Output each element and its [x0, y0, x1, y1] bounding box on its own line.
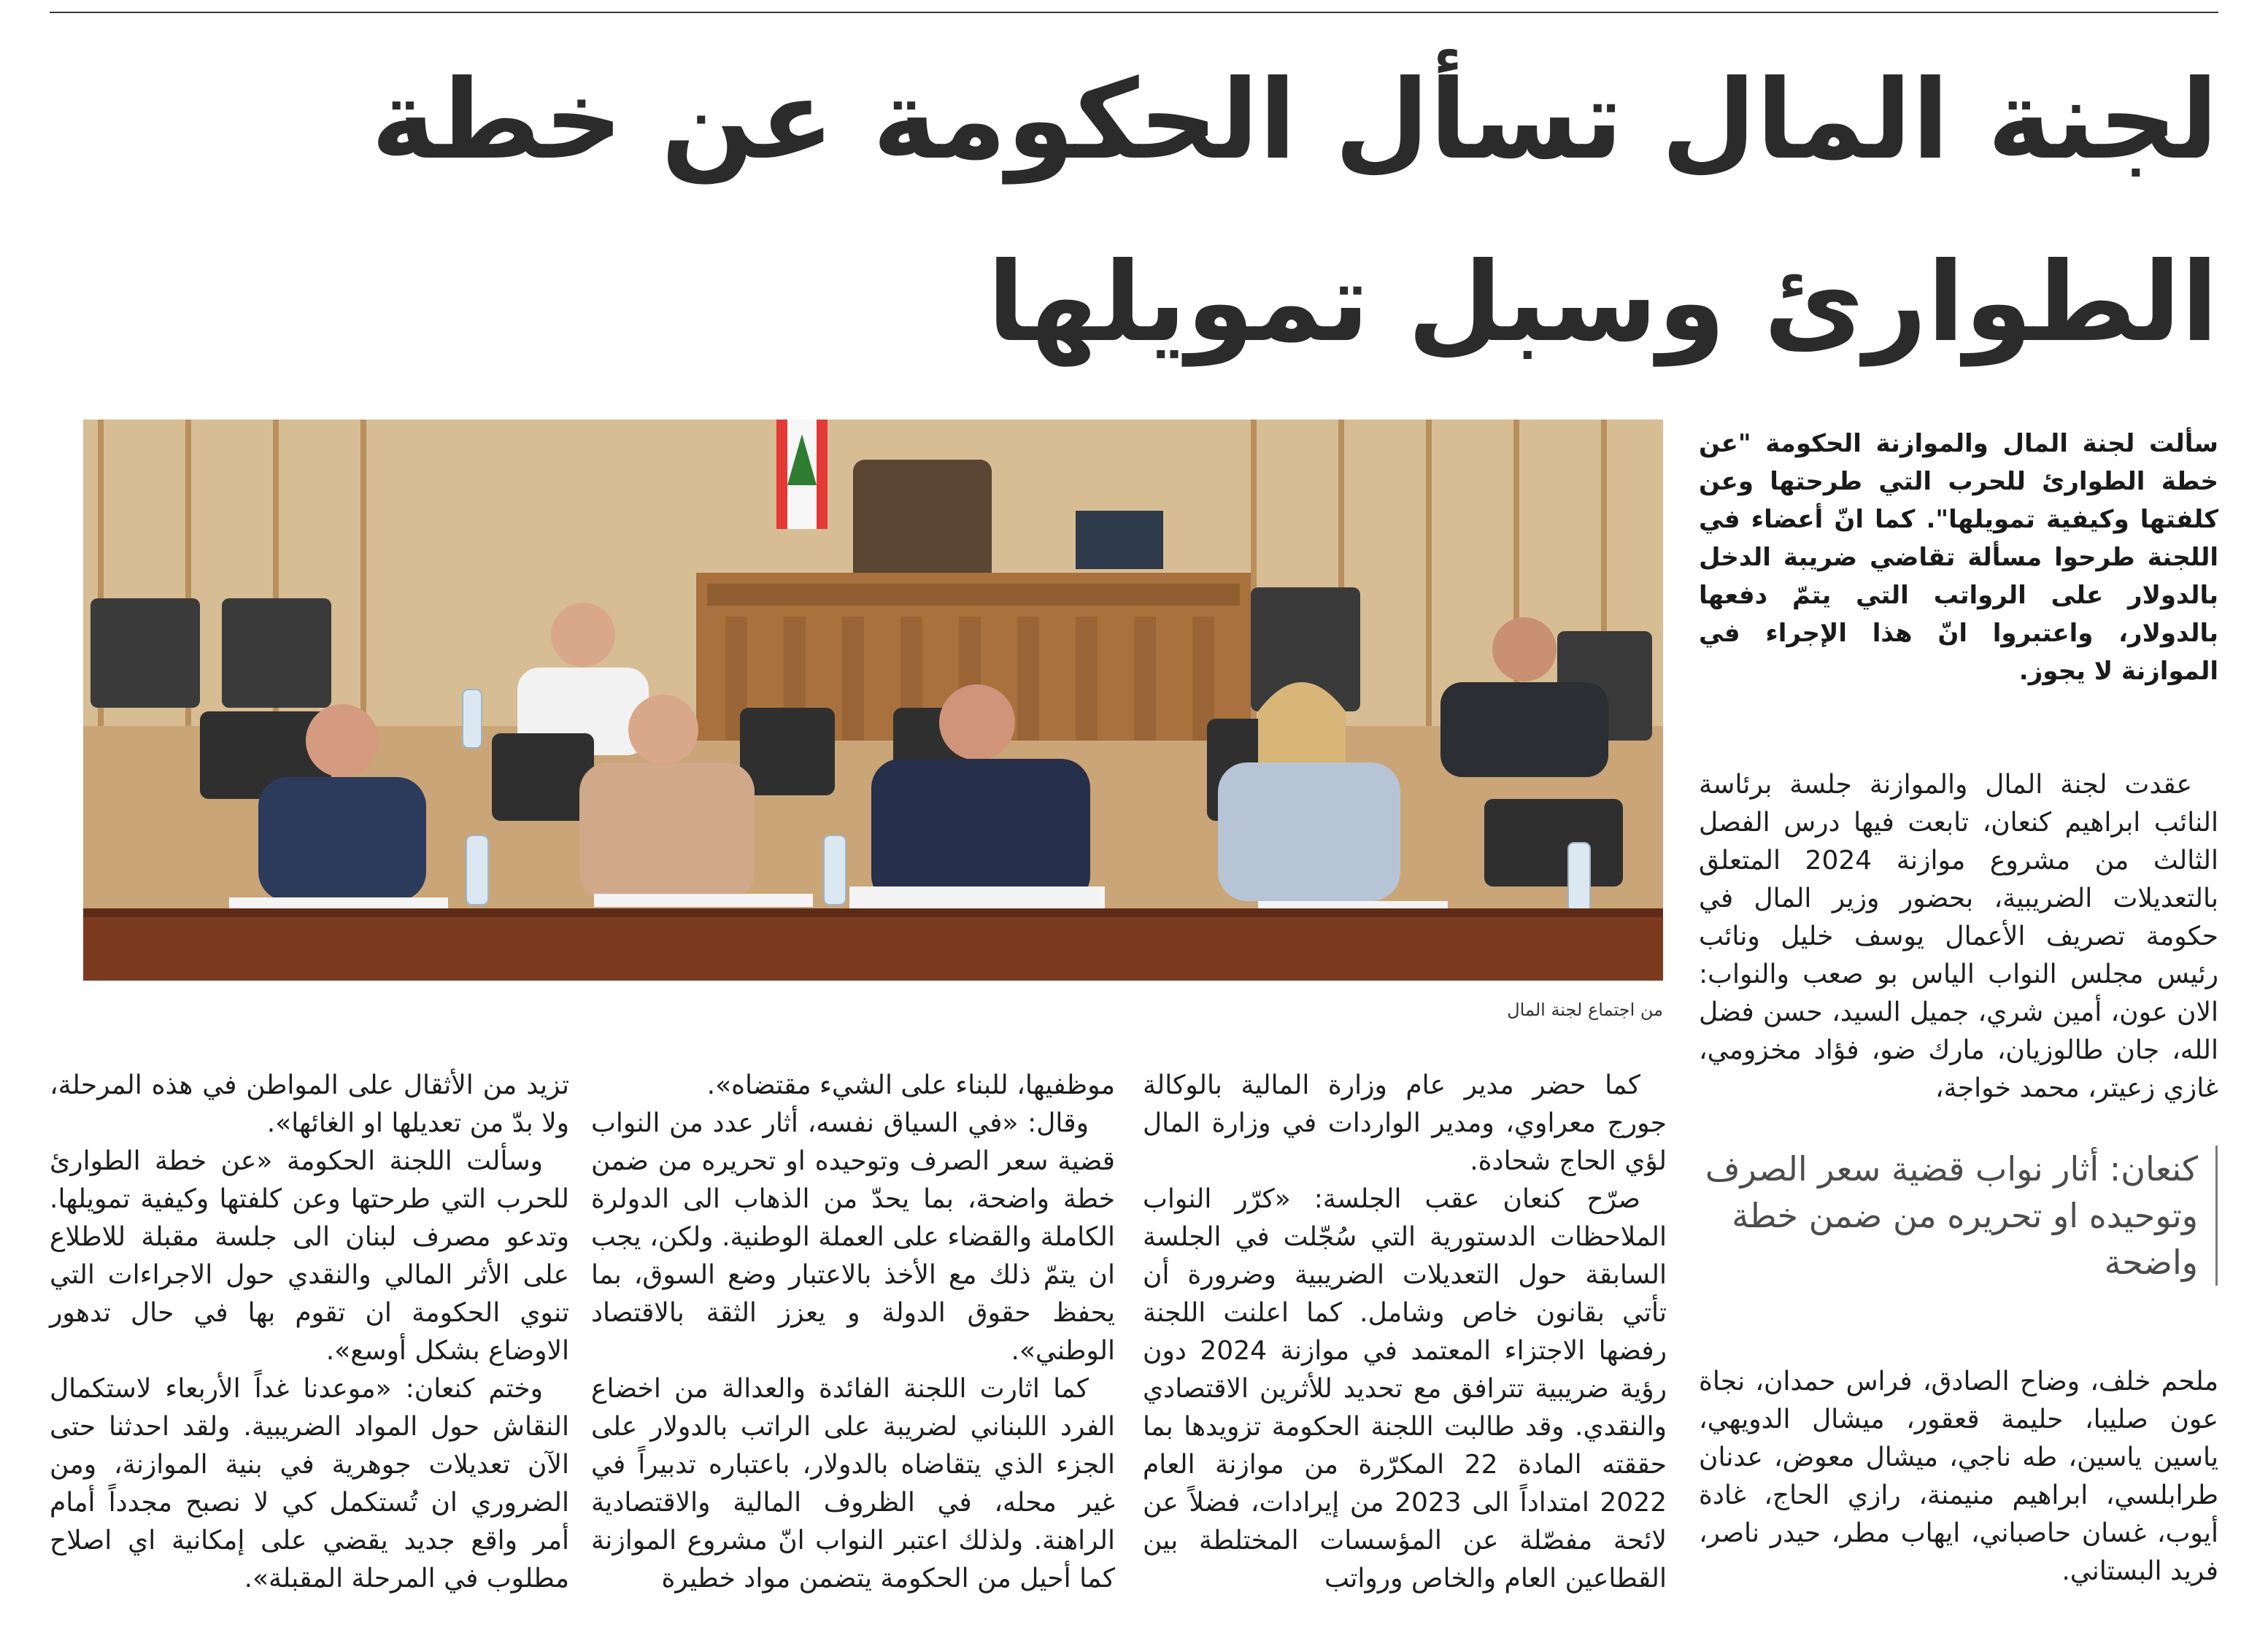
column-3: [591, 1067, 1115, 1598]
column-3-paragraph-2: وقال: «في السياق نفسه، أثار عدد من النواب قضية سعر الصرف وتوحيده او تحريره من ضمن خطة واضحة، بما يحدّ من الذهاب الى الدولرة الكاملة والقضاء على العملة الوطنية. ولكن، يجب ان يتمّ ذلك مع الأخذ بالاعتبار وضع السوق، بما يحفظ حقوق الدولة و يعزز الثقة بالاقتصاد الوطني».: [591, 1108, 1115, 1366]
column-4-paragraph-1: تزيد من الأثقال على المواطن في هذه المرحلة، ولا بدّ من تعديلها او الغائها».: [50, 1070, 569, 1138]
top-rule: [50, 12, 2218, 13]
column-2-paragraph-1: كما حضر مدير عام وزارة المالية بالوكالة جورج معراوي، ومدير الواردات في وزارة المال لؤي الحاج شحادة.: [1143, 1070, 1667, 1176]
column-4-paragraph-2: وسألت اللجنة الحكومة «عن خطة الطوارئ للحرب التي طرحتها وعن كلفتها وكيفية تمويلها. وتدعو مصرف لبنان الى جلسة مقبلة للاطلاع على الأثر المالي والنقدي حول الاجراءات التي تنوي الحكومة ان تقوم بها في حال تدهور الاوضاع بشكل أوسع».: [50, 1146, 569, 1366]
column-4-paragraph-3: وختم كنعان: «موعدنا غداً الأربعاء لاستكمال النقاش حول المواد الضريبية. ولقد احدثنا حتى الآن تعديلات جوهرية في بنية الموازنة، ومن الضروري ان تُستكمل كي لا نصبح مجدداً أمام أمر واقع جديد يقضي على إمكانية اي اصلاح مطلوب في المرحلة المقبلة».: [50, 1374, 569, 1594]
photo-caption: من اجتماع لجنة المال: [1507, 1000, 1663, 1020]
column-1: [1699, 766, 2218, 1108]
column-2-paragraph-2: صرّح كنعان عقب الجلسة: «كرّر النواب الملاحظات الدستورية التي سُجّلت في الجلسة السابقة حول التعديلات الضريبية وضرورة أن تأتي بقانون خاص وشامل. كما اعلنت اللجنة رفضها الاجتزاء المعتمد في موازنة 2024 دون رؤية ضريبية تترافق مع تحديد للأثرين الاقتصادي والنقدي. وقد طالبت اللجنة الحكومة تزويدها بما حققته المادة 22 المكرّرة من موازنة العام 2022 امتداداً الى 2023 من إيرادات، فضلاً عن لائحة مفصّلة عن المؤسسات المختلطة بين القطاعين العام والخاص ورواتب: [1143, 1184, 1667, 1594]
column-2: [1143, 1067, 1667, 1598]
committee-meeting-photo: [83, 420, 1663, 981]
column-4: [50, 1067, 569, 1598]
pull-quote: كنعان: أثار نواب قضية سعر الصرف وتوحيده او تحريره من ضمن خطة واضحة: [1694, 1146, 2218, 1286]
column-1-paragraph-1: عقدت لجنة المال والموازنة جلسة برئاسة النائب ابراهيم كنعان، تابعت فيها درس الفصل الثالث من مشروع موازنة 2024 المتعلق بالتعديلات الضريبية، بحضور وزير المال في حكومة تصريف الأعمال يوسف خليل ونائب رئيس مجلس النواب الياس بو صعب والنواب: الان عون، أمين شري، جميل السيد، حسن فضل الله، جان طالوزيان، مارك ضو، فؤاد مخزومي، غازي زعيتر، محمد خواجة،: [1699, 770, 2219, 1103]
lead-paragraph: سألت لجنة المال والموازنة الحكومة "عن خطة الطوارئ للحرب التي طرحتها وعن كلفتها وكيفية تمويلها". كما انّ أعضاء في اللجنة طرحوا مسألة تقاضي ضريبة الدخل بالدولار على الرواتب التي يتمّ دفعها بالدولار، واعتبروا انّ هذا الإجراء في الموازنة لا يجوز.: [1699, 429, 2218, 686]
column-1-continued: [1699, 1363, 2218, 1591]
headline: لجنة المال تسأل الحكومة عن خطة الطوارئ وسبل تمويلها: [371, 57, 2218, 366]
column-3-paragraph-3: كما اثارت اللجنة الفائدة والعدالة من اخضاع الفرد اللبناني لضريبة على الراتب بالدولار على الجزء الذي يتقاضاه بالدولار، باعتباره تدبيراً في غير محله، في الظروف المالية والاقتصادية الراهنة. ولذلك اعتبر النواب انّ مشروع الموازنة كما أحيل من الحكومة يتضمن مواد خطيرة: [591, 1374, 1115, 1594]
column-1-paragraph-2: ملحم خلف، وضاح الصادق، فراس حمدان، نجاة عون صليبا، حليمة قعقور، ميشال الدويهي، ياسين ياسين، طه ناجي، ميشال معوض، عدنان طرابلسي، ابراهيم منيمنة، رازي الحاج، غادة أيوب، غسان حاصباني، ايهاب مطر، حيدر ناصر، فريد البستاني.: [1699, 1367, 2218, 1586]
column-3-paragraph-1: موظفيها، للبناء على الشيء مقتضاه».: [706, 1070, 1115, 1100]
